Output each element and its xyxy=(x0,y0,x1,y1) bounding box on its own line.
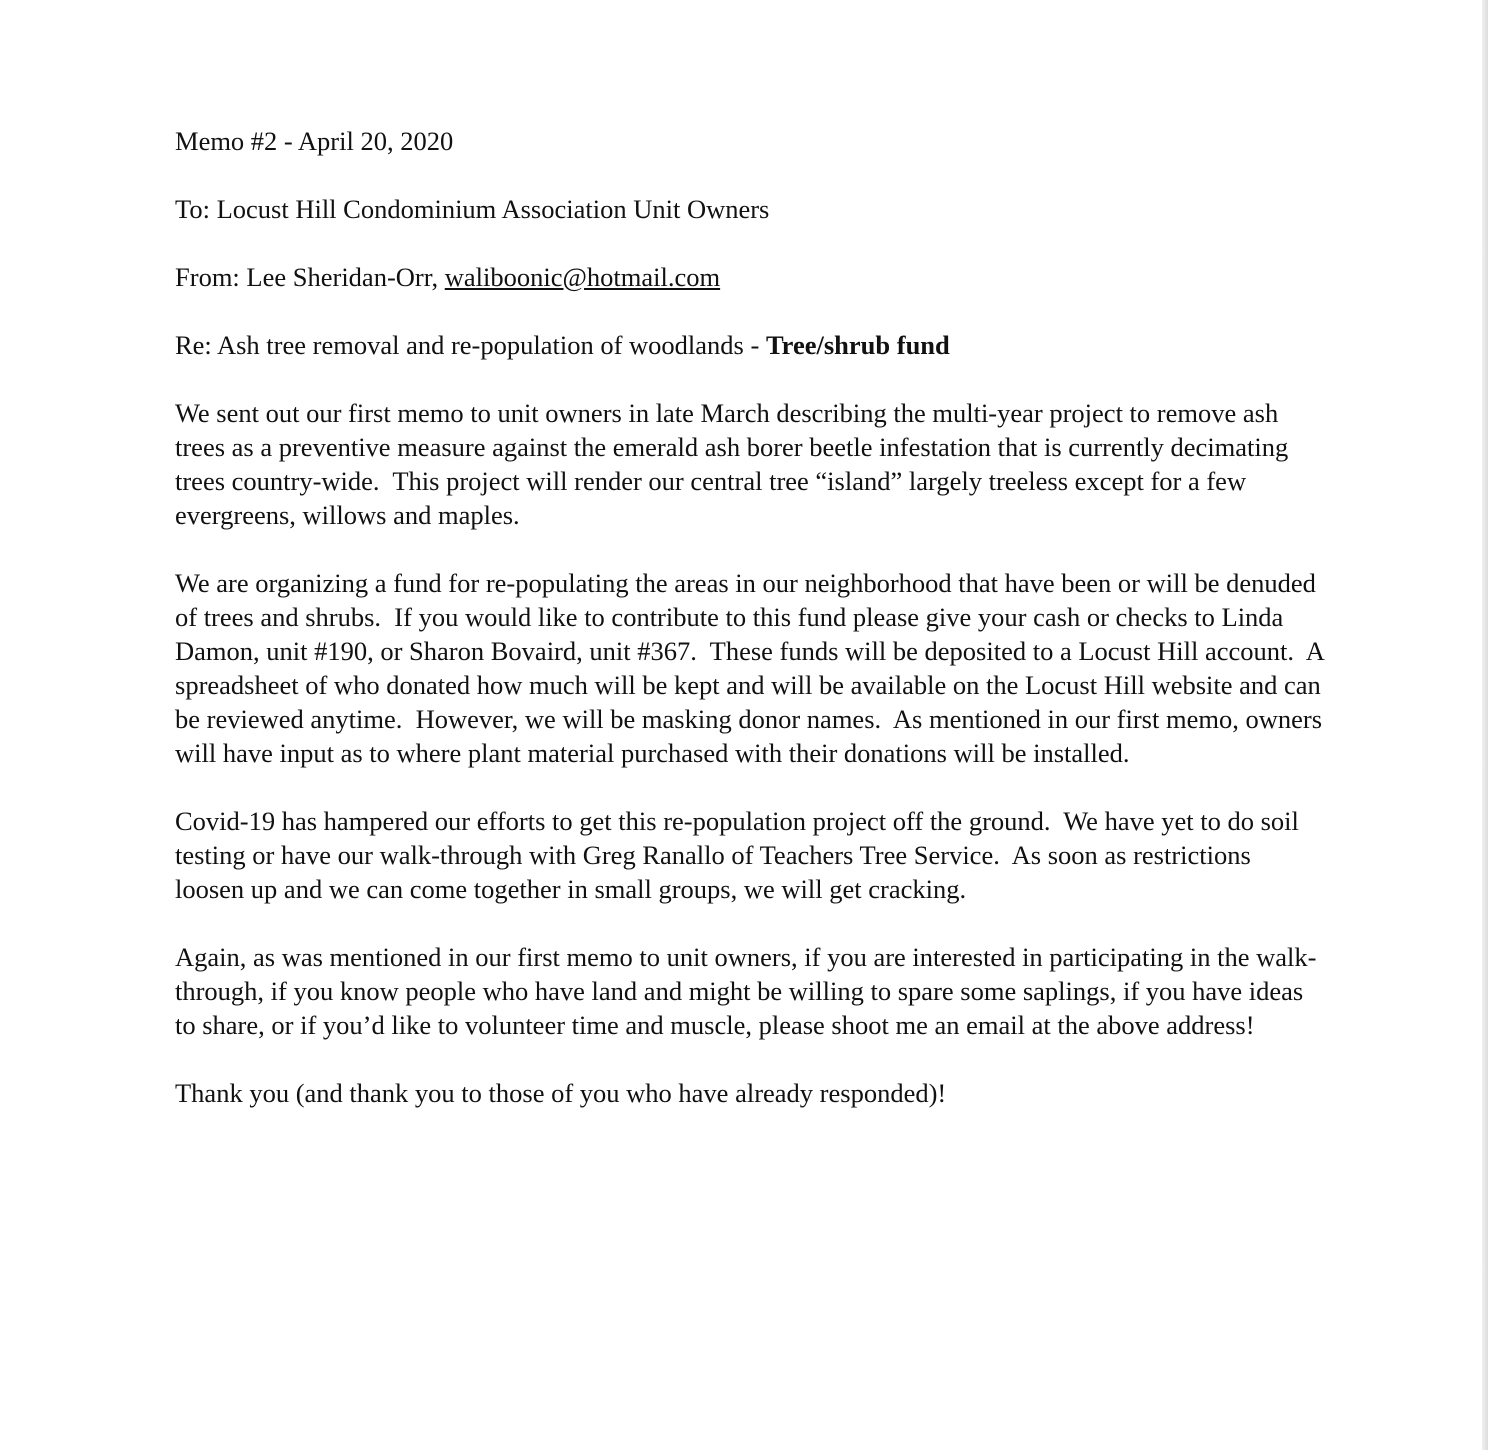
memo-closing: Thank you (and thank you to those of you who have already responded)! xyxy=(175,1078,947,1108)
memo-to-line: To: Locust Hill Condominium Association Unit Owners xyxy=(175,194,770,224)
memo-from-line xyxy=(175,260,1325,294)
memo-paragraph-4: Again, as was mentioned in our first memo to unit owners, if you are interested in participating in the walk-through, if you know people who have land and might be willing to spare some saplings, if you have ideas to share, or if you’d like to volunteer time and muscle, please shoot me an email at the above address! xyxy=(175,942,1317,1040)
memo-paragraph-1: We sent out our first memo to unit owners in late March describing the multi-year project to remove ash trees as a preventive measure against the emerald ash borer beetle infestation that is currently decimating trees country-wide. This project will render our central tree “island” largely treeless except for a few evergreens, willows and maples. xyxy=(175,398,1295,530)
re-label: Re: Ash tree removal and re-population of woodlands - xyxy=(175,330,766,360)
memo-header: Memo #2 - April 20, 2020 xyxy=(175,126,454,156)
from-label: From: Lee Sheridan-Orr, xyxy=(175,262,445,292)
memo-paragraph-2: We are organizing a fund for re-populating the areas in our neighborhood that have been or will be denuded of trees and shrubs. If you would like to contribute to this fund please give your cash or checks to Linda Damon, unit #190, or Sharon Bovaird, unit #367. These funds will be deposited to a Locust Hill account. A spreadsheet of who donated how much will be kept and will be available on the Locust Hill website and can be reviewed anytime. However, we will be masking donor names. As mentioned in our first memo, owners will have input as to where plant material purchased with their donations will be installed. xyxy=(175,568,1331,768)
re-bold-subject: Tree/shrub fund xyxy=(765,330,950,360)
memo-document xyxy=(175,124,1331,1144)
memo-re-line xyxy=(175,328,1325,362)
from-email-link[interactable]: waliboonic@hotmail.com xyxy=(444,262,721,292)
memo-paragraph-3: Covid-19 has hampered our efforts to get this re-population project off the ground. We have yet to do soil testing or have our walk-through with Greg Ranallo of Teachers Tree Service. As soon as restrictions loosen up and we can come together in small groups, we will get cracking. xyxy=(175,806,1306,904)
page-edge xyxy=(1482,0,1488,1450)
